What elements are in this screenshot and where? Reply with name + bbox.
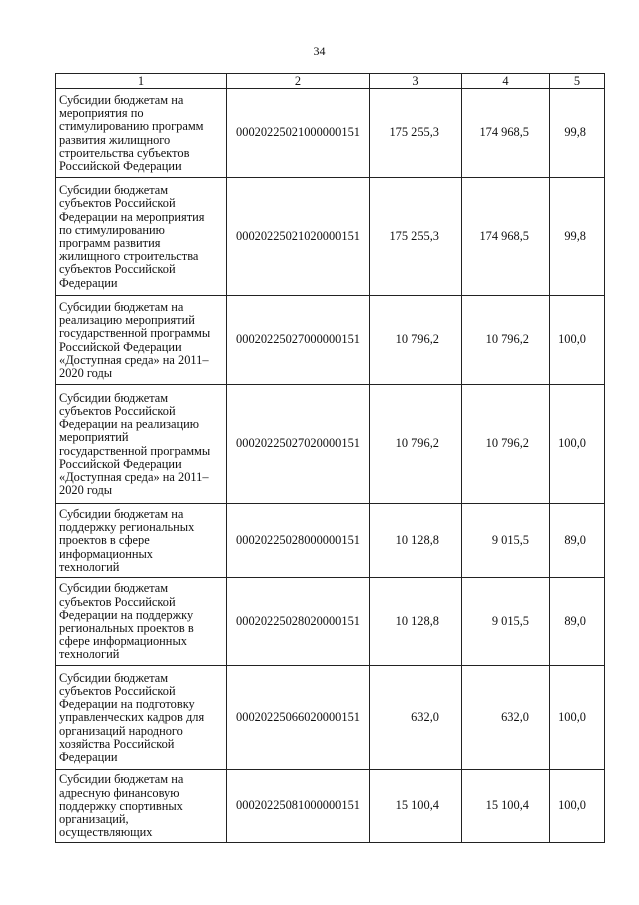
row-name-text: Субсидии бюджетам на мероприятия по стимулированию программ развития жилищного строительства субъектов Российской Федерации xyxy=(59,92,204,173)
row-name-cell xyxy=(56,666,227,770)
row-value-col5: 89,0 xyxy=(550,578,605,666)
row-code-cell: 00020225028000000151 xyxy=(227,504,370,578)
row-code-cell: 00020225021000000151 xyxy=(227,89,370,178)
row-name-text: Субсидии бюджетам субъектов Российской Федерации на подготовку управленческих кадров для организаций народного хозяйства Российской Федерации xyxy=(59,670,205,764)
row-value-col4: 10 796,2 xyxy=(462,385,550,504)
column-header-3: 3 xyxy=(370,74,462,89)
row-code-cell: 00020225066020000151 xyxy=(227,666,370,770)
table-row xyxy=(56,385,605,504)
header-row xyxy=(56,74,605,89)
row-code-cell: 00020225027000000151 xyxy=(227,296,370,385)
row-value-col3: 632,0 xyxy=(370,666,462,770)
row-name-cell xyxy=(56,296,227,385)
row-name-text: Субсидии бюджетам субъектов Российской Федерации на поддержку региональных проектов в сфере информационных технологий xyxy=(59,581,194,662)
row-value-col4: 632,0 xyxy=(462,666,550,770)
column-header-2: 2 xyxy=(227,74,370,89)
row-value-col3: 10 796,2 xyxy=(370,296,462,385)
column-header-1: 1 xyxy=(56,74,227,89)
row-code-cell: 00020225028020000151 xyxy=(227,578,370,666)
row-name-text: Субсидии бюджетам на адресную финансовую поддержку спортивных организаций, осуществляющих xyxy=(59,772,184,840)
row-name-cell xyxy=(56,770,227,843)
row-code-cell: 00020225021020000151 xyxy=(227,178,370,296)
row-name-cell xyxy=(56,385,227,504)
row-code-cell: 00020225027020000151 xyxy=(227,385,370,504)
row-name-cell xyxy=(56,178,227,296)
row-value-col4: 15 100,4 xyxy=(462,770,550,843)
table-row xyxy=(56,504,605,578)
row-code-cell: 00020225081000000151 xyxy=(227,770,370,843)
row-value-col4: 9 015,5 xyxy=(462,504,550,578)
row-value-col5: 100,0 xyxy=(550,770,605,843)
column-header-4: 4 xyxy=(462,74,550,89)
table-row xyxy=(56,770,605,843)
page-number: 34 xyxy=(313,44,326,58)
row-value-col3: 175 255,3 xyxy=(370,89,462,178)
table-row xyxy=(56,296,605,385)
row-value-col5: 100,0 xyxy=(550,666,605,770)
table-row xyxy=(56,666,605,770)
row-value-col5: 100,0 xyxy=(550,385,605,504)
row-value-col5: 99,8 xyxy=(550,89,605,178)
row-value-col4: 9 015,5 xyxy=(462,578,550,666)
row-name-text: Субсидии бюджетам субъектов Российской Федерации на реализацию мероприятий государственной программы Российской Федерации «Доступная среда» на 2011– 2020 годы xyxy=(59,390,211,498)
row-name-cell xyxy=(56,89,227,178)
row-name-cell xyxy=(56,504,227,578)
row-name-text: Субсидии бюджетам на реализацию мероприятий государственной программы Российской Федерации «Доступная среда» на 2011– 2020 годы xyxy=(59,299,211,380)
row-value-col3: 175 255,3 xyxy=(370,178,462,296)
table-row xyxy=(56,89,605,178)
row-value-col5: 100,0 xyxy=(550,296,605,385)
row-name-cell xyxy=(56,578,227,666)
row-value-col4: 174 968,5 xyxy=(462,89,550,178)
table-row xyxy=(56,578,605,666)
column-header-5: 5 xyxy=(550,74,605,89)
row-name-text: Субсидии бюджетам на поддержку региональных проектов в сфере информационных технологий xyxy=(59,506,195,574)
row-value-col3: 10 128,8 xyxy=(370,578,462,666)
budget-table xyxy=(55,73,605,843)
row-value-col3: 10 128,8 xyxy=(370,504,462,578)
row-value-col5: 89,0 xyxy=(550,504,605,578)
row-name-text: Субсидии бюджетам субъектов Российской Федерации на мероприятия по стимулированию программ развития жилищного строительства субъектов Российской Федерации xyxy=(59,183,205,290)
row-value-col3: 10 796,2 xyxy=(370,385,462,504)
row-value-col4: 10 796,2 xyxy=(462,296,550,385)
table-row xyxy=(56,178,605,296)
row-value-col4: 174 968,5 xyxy=(462,178,550,296)
row-value-col3: 15 100,4 xyxy=(370,770,462,843)
row-value-col5: 99,8 xyxy=(550,178,605,296)
